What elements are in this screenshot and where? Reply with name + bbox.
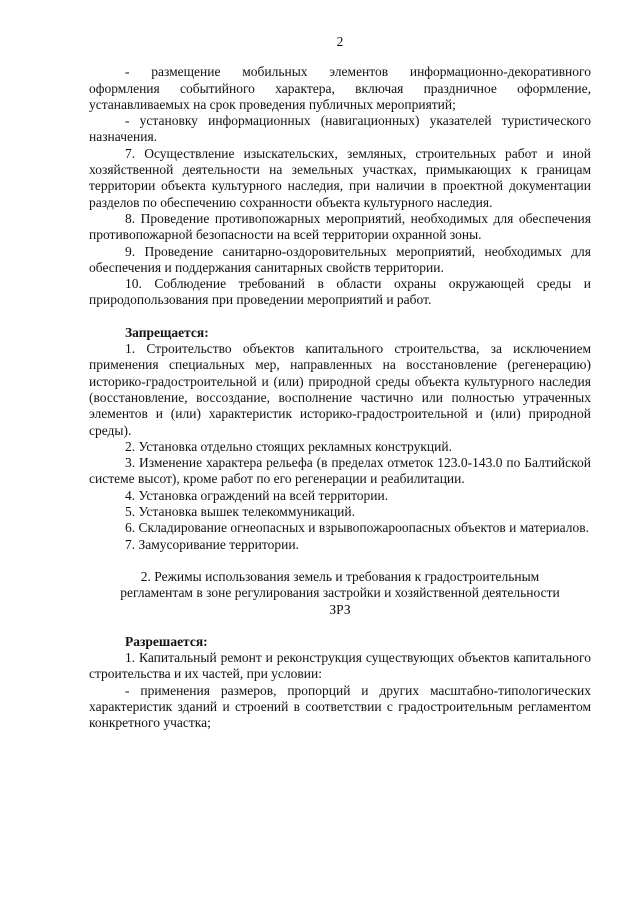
prohibited-item-5: 5. Установка вышек телекоммуникаций. — [125, 504, 355, 520]
allowed-item-1: 1. Капитальный ремонт и реконструкция существующих объектов капитального строительства и их частей, при условии: — [89, 650, 591, 682]
paragraph-item-7-survey-works: 7. Осуществление изыскательских, земляных, строительных работ и иной хозяйственной деятельности на земельных участках, примыкающих к границам территории объекта культурного наследия, при наличии в проектной документации разделов по обеспечению сохранности объекта культурного наследия. — [89, 145, 591, 210]
section-title-line-2: регламентам в зоне регулирования застройки и хозяйственной деятельности — [120, 585, 560, 601]
allowed-item-1-condition: - применения размеров, пропорций и других масштабно-типологических характеристик зданий и строений в соответствии с градостроительным регламентом конкретного участка; — [89, 682, 591, 731]
prohibited-item-1: 1. Строительство объектов капитального строительства, за исключением применения специальных мер, направленных на восстановление (регенерацию) историко-градостроительной и (или) природной среды объекта культурного наследия (восстановление, воссоздание, восполнение частично или полностью утраченных элементов и (или) характеристик историко-градостроительной и (или) природной среды). — [89, 341, 591, 438]
allowed-heading: Разрешается: — [125, 633, 208, 649]
section-title-line-3: ЗРЗ — [329, 601, 351, 617]
prohibited-item-6: 6. Складирование огнеопасных и взрывопожароопасных объектов и материалов. — [125, 520, 590, 536]
document-page — [89, 34, 591, 732]
prohibited-item-7: 7. Замусоривание территории. — [125, 536, 299, 552]
prohibited-heading: Запрещается: — [125, 324, 209, 340]
paragraph-mobile-elements: - размещение мобильных элементов информационно-декоративного оформления событийного характера, включая праздничное оформление, устанавливаемых на срок проведения публичных мероприятий; — [89, 64, 591, 112]
paragraph-item-10-environment: 10. Соблюдение требований в области охраны окружающей среды и природопользования при проведении мероприятий и работ. — [89, 276, 591, 308]
paragraph-item-9-sanitary: 9. Проведение санитарно-оздоровительных мероприятий, необходимых для обеспечения и поддержания санитарных свойств территории. — [89, 243, 591, 275]
paragraph-item-8-fire-safety: 8. Проведение противопожарных мероприятий, необходимых для обеспечения противопожарной безопасности на всей территории охранной зоны. — [89, 210, 591, 243]
prohibited-item-4: 4. Установка ограждений на всей территории. — [125, 487, 389, 503]
page-number: 2 — [336, 34, 344, 49]
prohibited-item-3: 3. Изменение характера рельефа (в пределах отметок 123.0-143.0 по Балтийской системе высот), кроме работ по его регенерации и реабилитации. — [89, 455, 591, 487]
paragraph-navigation-signs: - установку информационных (навигационных) указателей туристического назначения. — [89, 113, 591, 145]
section-title — [89, 569, 591, 618]
prohibited-item-2: 2. Установка отдельно стоящих рекламных конструкций. — [125, 438, 452, 454]
section-title-line-1: 2. Режимы использования земель и требования к градостроительным — [140, 568, 540, 584]
